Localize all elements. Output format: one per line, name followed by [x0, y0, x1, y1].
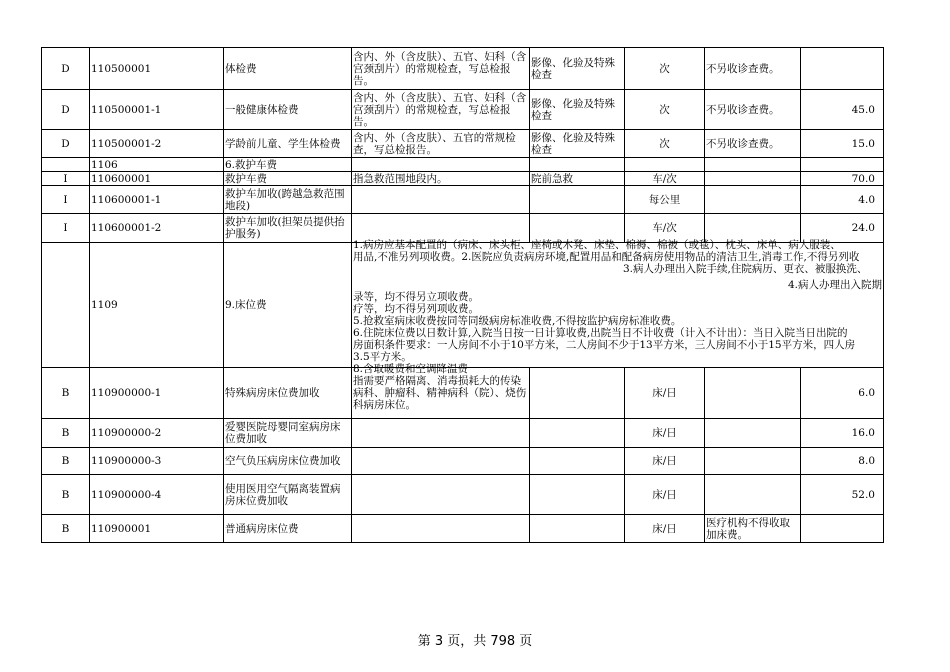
cell-exclusion: 影像、化验及特殊检查: [530, 48, 625, 90]
desc-line: 疗等，均不得另列项收费。: [353, 303, 479, 315]
cell-note: [705, 172, 801, 186]
table-row: [42, 158, 884, 172]
bed-description-text: [353, 239, 883, 375]
cell-note: [705, 368, 801, 419]
cell-name: 学龄前儿童、学生体检费: [224, 130, 352, 158]
cell-code: 110900000-2: [90, 419, 224, 448]
cell-content: [352, 448, 530, 475]
page-footer: 第 3 页，共 798 页: [417, 634, 533, 649]
cell-code: 110600001-1: [90, 186, 224, 214]
cell-code: 110500001-1: [90, 90, 224, 130]
desc-line: 3.病人办理出入院手续,住院病历、更衣、被服换洗、: [623, 263, 868, 275]
table-row: [42, 48, 884, 90]
cell-unit: 床/日: [625, 368, 705, 419]
desc-line: 8.含取暖费和空调降温费: [353, 363, 469, 375]
cell-price: 16.0: [801, 419, 884, 448]
cell-class: B: [42, 515, 90, 543]
cell-note: [705, 419, 801, 448]
cell-class: I: [42, 172, 90, 186]
cell-exclusion: [530, 515, 625, 543]
table-row: [42, 368, 884, 419]
cell-unit: 次: [625, 130, 705, 158]
cell-code: 1109: [90, 243, 224, 368]
cell-unit: 次: [625, 90, 705, 130]
table-row: [42, 448, 884, 475]
cell-exclusion: 院前急救: [530, 172, 625, 186]
desc-line: 4.病人办理出入院期: [788, 279, 883, 291]
desc-line: 6.住院床位费以日数计算,入院当日按一日计算收费,出院当日不计收费（计入不计出）：当日入院当日出院的: [353, 327, 848, 339]
table-row-bed-section: [42, 243, 884, 368]
cell-note: 不另收诊查费。: [705, 48, 801, 90]
cell-note: [705, 448, 801, 475]
table-body-bed-section: [42, 239, 884, 375]
price-table-sheet: [41, 47, 883, 543]
desc-line: 房面积条件要求：一人房间不小于10平方米，二人房间不少于13平方米，三人房间不小于15平方米，四人房: [353, 339, 856, 351]
cell-content: [352, 515, 530, 543]
cell-exclusion: 影像、化验及特殊检查: [530, 130, 625, 158]
cell-code: 110500001-2: [90, 130, 224, 158]
table-body-top: [42, 48, 884, 243]
cell-name: 一般健康体检费: [224, 90, 352, 130]
cell-content: 指需要严格隔离、消毒损耗大的传染病科、肿瘤科、精神病科（院）、烧伤科病房床位。: [352, 368, 530, 419]
cell-class: D: [42, 90, 90, 130]
cell-class: [42, 158, 90, 172]
table-row: [42, 90, 884, 130]
cell-bed-description: [352, 239, 884, 375]
cell-content: 含内、外（含皮肤）、五官、妇科（含宫颈刮片）的常规检查，写总检报告。: [352, 48, 530, 90]
cell-note: [705, 475, 801, 515]
cell-price: 6.0: [801, 368, 884, 419]
table-row: [42, 130, 884, 158]
cell-class: B: [42, 448, 90, 475]
cell-class: D: [42, 130, 90, 158]
cell-class: B: [42, 368, 90, 419]
cell-unit: [625, 158, 705, 172]
cell-exclusion: 影像、化验及特殊检查: [530, 90, 625, 130]
desc-line: 5.抢救室病床收费按同等同级病房标准收费,不得按监护病房标准收费。: [353, 315, 682, 327]
cell-exclusion: [530, 368, 625, 419]
table-row: [42, 475, 884, 515]
cell-price: 8.0: [801, 448, 884, 475]
cell-unit: 床/日: [625, 475, 705, 515]
cell-code: 110500001: [90, 48, 224, 90]
cell-name: 救护车加收(跨越急救范围地段): [224, 186, 352, 214]
cell-name: 爱婴医院母婴同室病房床位费加收: [224, 419, 352, 448]
cell-exclusion: [530, 186, 625, 214]
cell-code: 110900000-1: [90, 368, 224, 419]
cell-content: [352, 475, 530, 515]
cell-note: [705, 186, 801, 214]
table-row: [42, 515, 884, 543]
cell-content: 含内、外（含皮肤）、五官的常规检查，写总检报告。: [352, 130, 530, 158]
price-table: [41, 47, 884, 543]
cell-class: I: [42, 186, 90, 214]
cell-unit: 车/次: [625, 214, 705, 243]
cell-name: 9.床位费: [224, 243, 352, 368]
cell-unit: 每公里: [625, 186, 705, 214]
cell-code: 110900001: [90, 515, 224, 543]
cell-class: D: [42, 48, 90, 90]
cell-price: [801, 515, 884, 543]
cell-content: 指急救范围地段内。: [352, 172, 530, 186]
table-row: [42, 419, 884, 448]
cell-price: [801, 48, 884, 90]
cell-exclusion: [530, 419, 625, 448]
cell-exclusion: [530, 158, 625, 172]
cell-note: 不另收诊查费。: [705, 90, 801, 130]
cell-content: [352, 419, 530, 448]
cell-price: 4.0: [801, 186, 884, 214]
cell-note: 不另收诊查费。: [705, 130, 801, 158]
cell-price: 70.0: [801, 172, 884, 186]
desc-line: 用品,不准另列项收费。2.医院应负责病房环境,配置用品和配备病房使用物品的清洁卫生,消毒工作,不得另列收: [353, 251, 860, 263]
cell-note: [705, 158, 801, 172]
cell-class: B: [42, 475, 90, 515]
table-row: [42, 186, 884, 214]
cell-name: 特殊病房床位费加收: [224, 368, 352, 419]
cell-unit: 床/日: [625, 419, 705, 448]
cell-class: B: [42, 419, 90, 448]
cell-content: 含内、外（含皮肤）、五官、妇科（含宫颈刮片）的常规检查，写总检报告。: [352, 90, 530, 130]
cell-name: 空气负压病房床位费加收: [224, 448, 352, 475]
cell-name: 体检费: [224, 48, 352, 90]
cell-name: 使用医用空气隔离装置病房床位费加收: [224, 475, 352, 515]
cell-unit: 床/日: [625, 448, 705, 475]
cell-name: 6.救护车费: [224, 158, 352, 172]
cell-code: 110600001-2: [90, 214, 224, 243]
cell-code: 110600001: [90, 172, 224, 186]
cell-class: [42, 243, 90, 368]
cell-name: 救护车加收(担架员提供抬护服务): [224, 214, 352, 243]
cell-code: 1106: [90, 158, 224, 172]
cell-code: 110900000-4: [90, 475, 224, 515]
cell-name: 救护车费: [224, 172, 352, 186]
cell-unit: 次: [625, 48, 705, 90]
cell-unit: 床/日: [625, 515, 705, 543]
cell-content: [352, 186, 530, 214]
cell-name: 普通病房床位费: [224, 515, 352, 543]
cell-exclusion: [530, 475, 625, 515]
cell-price: 45.0: [801, 90, 884, 130]
cell-code: 110900000-3: [90, 448, 224, 475]
cell-price: [801, 158, 884, 172]
desc-line: 1.病房应基本配置的（病床、床头柜、座椅或木凳、床垫、棉褥、棉被（或毯）、枕头、床单、病人服装、: [353, 239, 841, 251]
cell-price: 52.0: [801, 475, 884, 515]
cell-content: [352, 158, 530, 172]
cell-note: 医疗机构不得收取加床费。: [705, 515, 801, 543]
cell-price: 15.0: [801, 130, 884, 158]
table-row: [42, 172, 884, 186]
cell-class: I: [42, 214, 90, 243]
desc-line: 3.5平方米。: [353, 351, 412, 363]
desc-line: 录等，均不得另立项收费。: [353, 291, 479, 303]
cell-unit: 车/次: [625, 172, 705, 186]
cell-price: 24.0: [801, 214, 884, 243]
cell-exclusion: [530, 448, 625, 475]
table-body-bottom: [42, 368, 884, 543]
